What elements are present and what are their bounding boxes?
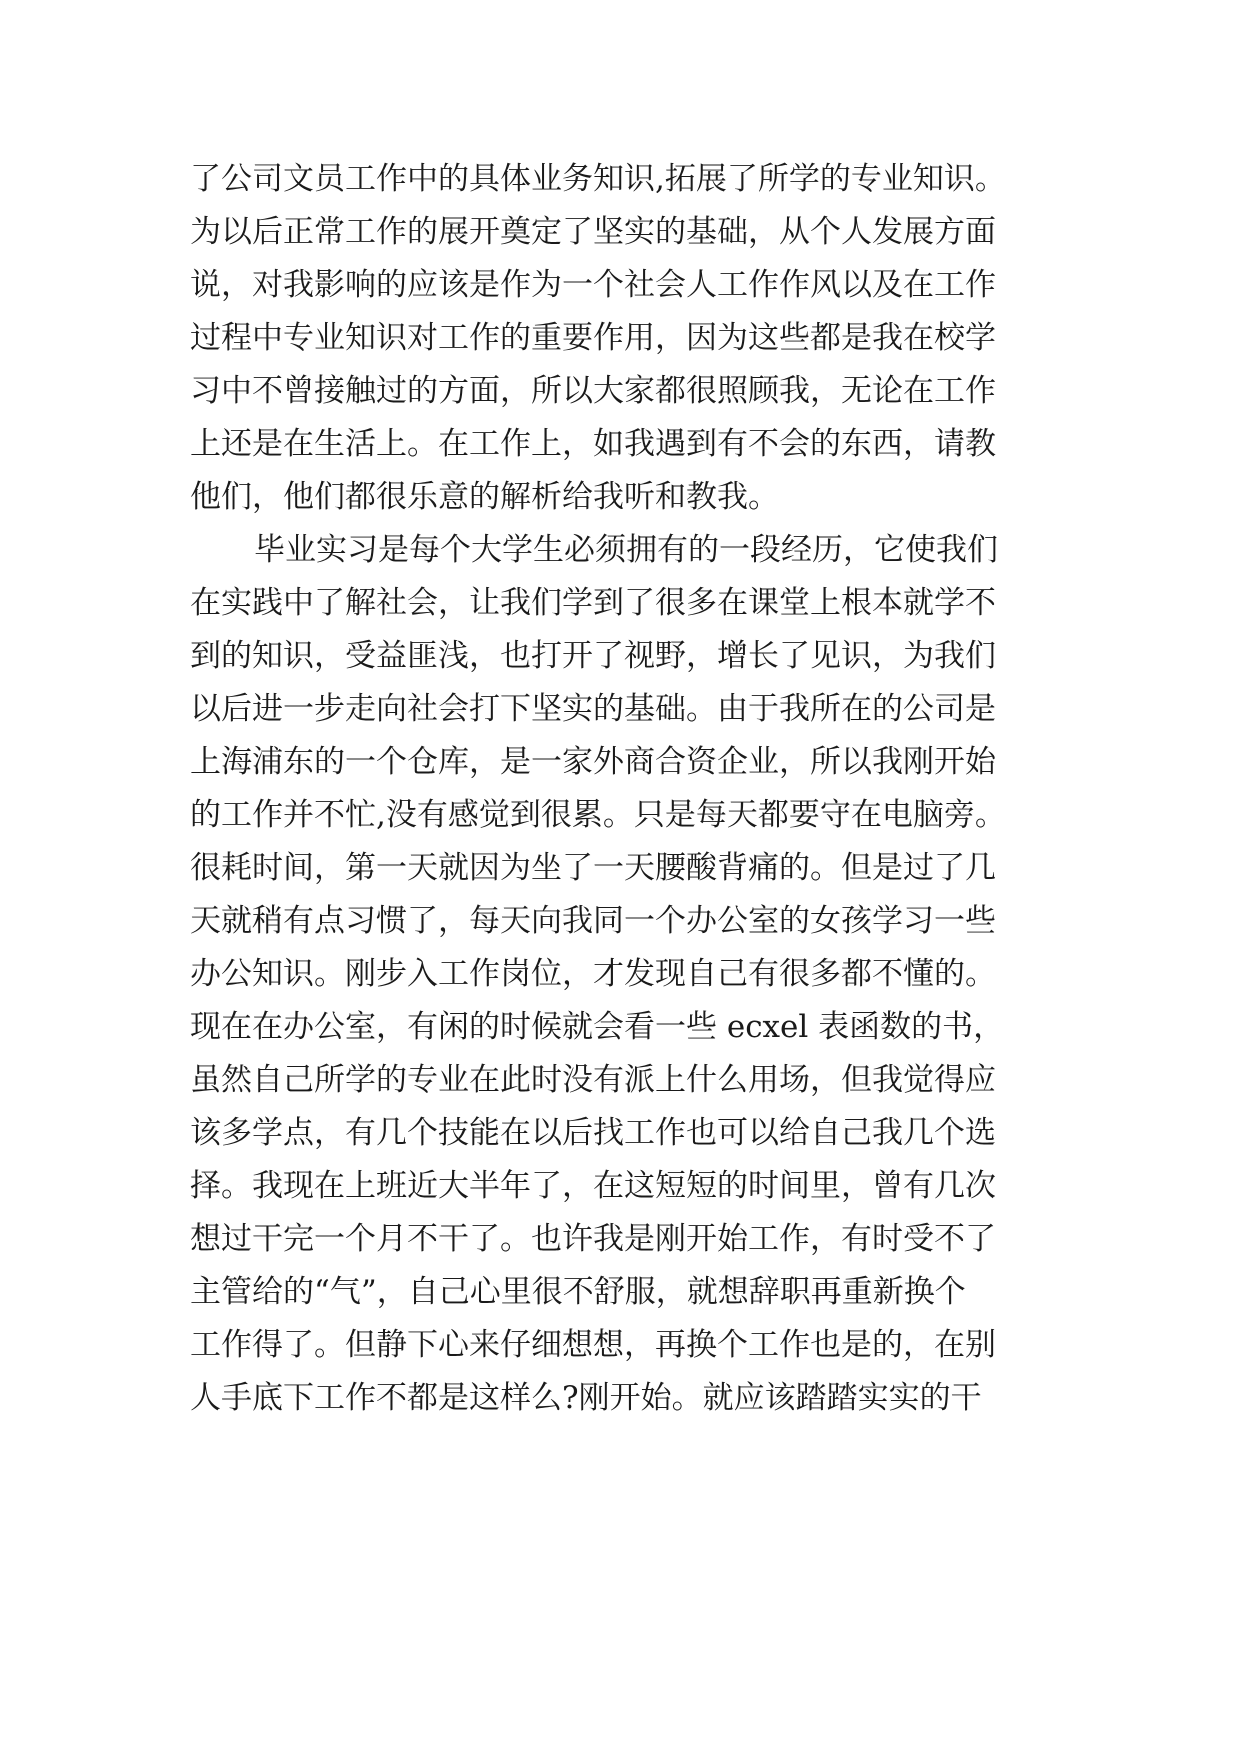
- text-line: 人手底下工作不都是这样么?刚开始。就应该踏踏实实的干: [190, 1380, 982, 1416]
- text-line: 过程中专业知识对工作的重要作用，因为这些都是我在校学: [190, 320, 996, 356]
- text-line: 了公司文员工作中的具体业务知识,拓展了所学的专业知识。: [190, 161, 1006, 197]
- text-line: 到的知识，受益匪浅，也打开了视野，增长了见识，为我们: [190, 638, 996, 674]
- text-line: 习中不曾接触过的方面，所以大家都很照顾我，无论在工作: [190, 373, 996, 409]
- text-line: 的工作并不忙,没有感觉到很累。只是每天都要守在电脑旁。: [190, 797, 1006, 833]
- body-text: [190, 153, 1090, 1425]
- text-line: 上还是在生活上。在工作上，如我遇到有不会的东西，请教: [190, 426, 996, 462]
- text-line: 他们，他们都很乐意的解析给我听和教我。: [190, 479, 779, 515]
- text-line: 上海浦东的一个仓库，是一家外商合资企业，所以我刚开始: [190, 744, 996, 780]
- text-line: 主管给的“气”，自己心里很不舒服，就想辞职再重新换个: [190, 1274, 966, 1310]
- text-line: 办公知识。刚步入工作岗位，才发现自己有很多都不懂的。: [190, 956, 996, 992]
- text-line: 虽然自己所学的专业在此时没有派上什么用场，但我觉得应: [190, 1062, 996, 1098]
- paragraph-start-line: 毕业实习是每个大学生必须拥有的一段经历，它使我们: [254, 532, 998, 568]
- text-line: 想过干完一个月不干了。也许我是刚开始工作，有时受不了: [190, 1221, 996, 1257]
- text-line: 天就稍有点习惯了，每天向我同一个办公室的女孩学习一些: [190, 903, 996, 939]
- text-line: 说，对我影响的应该是作为一个社会人工作作风以及在工作: [190, 267, 996, 303]
- text-line: 为以后正常工作的展开奠定了坚实的基础，从个人发展方面: [190, 214, 996, 250]
- text-line: 以后进一步走向社会打下坚实的基础。由于我所在的公司是: [190, 691, 996, 727]
- text-line: 在实践中了解社会，让我们学到了很多在课堂上根本就学不: [190, 585, 996, 621]
- text-line: 现在在办公室，有闲的时候就会看一些 ecxel 表函数的书，: [190, 1009, 1005, 1045]
- text-line: 该多学点，有几个技能在以后找工作也可以给自己我几个选: [190, 1115, 996, 1151]
- text-line: 很耗时间，第一天就因为坐了一天腰酸背痛的。但是过了几: [190, 850, 996, 886]
- text-line: 工作得了。但静下心来仔细想想，再换个工作也是的，在别: [190, 1327, 996, 1363]
- text-line: 择。我现在上班近大半年了，在这短短的时间里，曾有几次: [190, 1168, 996, 1204]
